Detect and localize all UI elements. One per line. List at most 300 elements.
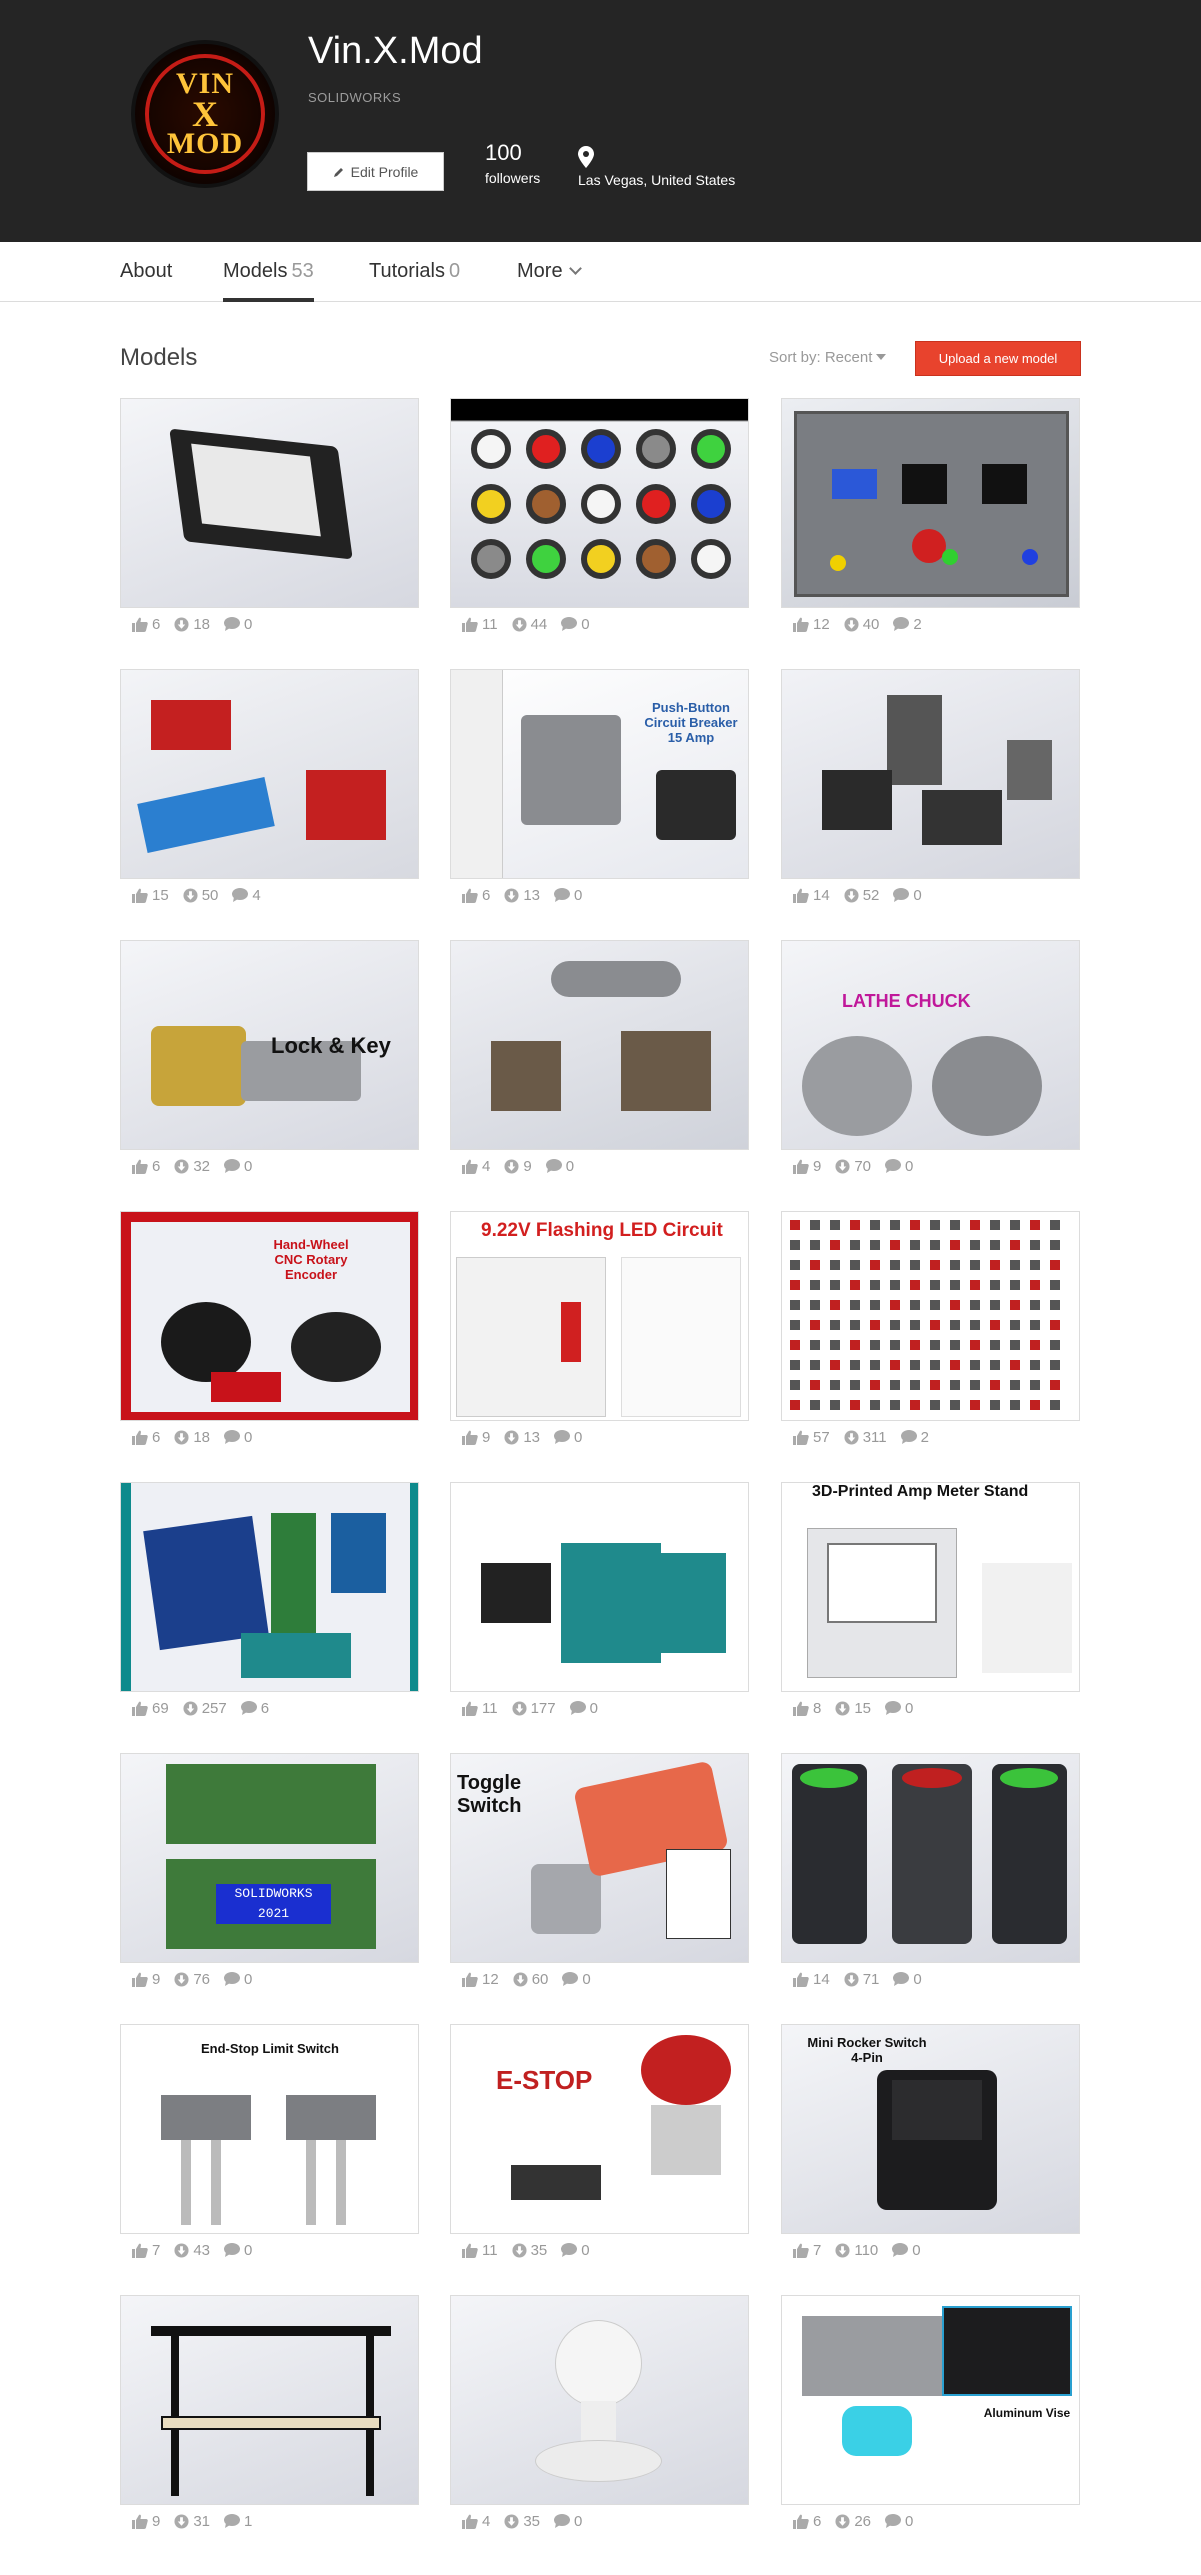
comments-stat[interactable] [562,1971,590,1988]
model-stats [120,1963,419,1995]
likes-count: 4 [482,2512,491,2530]
download-icon [174,617,189,632]
likes-stat[interactable] [462,1429,490,1446]
thumb-caption: E-STOP [496,2065,593,2095]
download-icon [174,2514,189,2529]
thumbs-up-icon [132,2243,148,2258]
download-icon [512,1701,527,1716]
downloads-stat [174,616,210,633]
comments-stat[interactable] [224,1429,252,1446]
upload-model-button[interactable] [915,341,1081,376]
likes-count: 11 [482,615,498,633]
comments-count: 0 [913,1970,922,1988]
model-thumbnail[interactable] [781,1482,1080,1692]
downloads-count: 50 [201,886,219,904]
thumb-caption: End-Stop Limit Switch [201,2041,339,2056]
tab-more[interactable] [517,260,580,302]
model-card[interactable] [450,2024,749,2266]
downloads-count: 32 [193,1157,211,1175]
downloads-stat [174,2513,210,2530]
downloads-stat [512,616,548,633]
comments-count: 6 [260,1699,270,1717]
comments-count: 2 [913,615,922,633]
comments-stat[interactable] [232,887,260,904]
model-stats [450,1963,749,1995]
model-card[interactable] [781,940,1080,1182]
model-thumbnail[interactable] [781,1753,1080,1963]
map-pin-icon [578,146,594,168]
downloads-stat [844,887,880,904]
likes-count: 7 [152,2241,161,2259]
downloads-stat [844,1971,880,1988]
downloads-count: 43 [193,2241,211,2259]
model-card[interactable] [120,2295,419,2537]
model-stats [450,2505,749,2537]
location-text: Las Vegas, United States [578,172,736,188]
download-icon [174,1159,189,1174]
thumb-caption: 9.22V Flashing LED Circuit [481,1220,723,1241]
likes-stat[interactable] [462,887,490,904]
avatar-text-mid: X [192,94,218,134]
comments-stat[interactable] [901,1429,929,1446]
comments-count: 0 [565,1157,575,1175]
likes-stat[interactable] [793,1429,830,1446]
comments-stat[interactable] [893,887,921,904]
comments-stat[interactable] [561,616,589,633]
comment-icon [554,1430,570,1444]
likes-stat[interactable] [132,616,160,633]
model-card[interactable] [120,1482,419,1724]
model-thumbnail[interactable] [450,1211,749,1421]
downloads-stat [183,887,219,904]
download-icon [512,2243,527,2258]
thumbs-up-icon [793,888,809,903]
comment-icon [893,888,909,902]
downloads-count: 257 [201,1699,227,1717]
downloads-count: 35 [530,2241,548,2259]
download-icon [183,1701,198,1716]
model-stats [450,608,749,640]
comments-count: 0 [582,1970,591,1988]
likes-stat[interactable] [462,1700,498,1717]
likes-stat[interactable] [462,1971,499,1988]
model-stats [781,879,1080,911]
download-icon [844,617,859,632]
tab-models[interactable] [223,260,314,302]
model-thumbnail[interactable] [120,2024,419,2234]
downloads-count: 35 [523,2512,541,2530]
likes-count: 4 [482,1157,491,1175]
likes-stat[interactable] [793,887,830,904]
edit-profile-button[interactable] [307,152,444,191]
download-icon [512,617,527,632]
likes-stat[interactable] [462,616,498,633]
thumbs-up-icon [462,1701,478,1716]
comment-icon [562,1972,578,1986]
thumbs-up-icon [793,1430,809,1445]
comments-count: 0 [905,2512,914,2530]
comments-count: 0 [581,2241,590,2259]
comments-count: 0 [244,1970,253,1988]
model-stats [781,1150,1080,1182]
comments-stat[interactable] [224,1971,252,1988]
likes-count: 69 [152,1699,169,1717]
model-card[interactable] [120,398,419,640]
model-thumbnail[interactable] [781,940,1080,1150]
comment-icon [241,1701,257,1715]
downloads-stat [504,1429,540,1446]
downloads-stat [835,1158,871,1175]
comments-count: 0 [905,1157,914,1175]
model-card[interactable] [120,940,419,1182]
download-icon [835,2243,850,2258]
likes-count: 9 [813,1157,822,1175]
model-card[interactable] [781,1211,1080,1453]
model-thumbnail[interactable] [450,2295,749,2505]
comment-icon [232,888,248,902]
thumb-caption: Hand-Wheel CNC Rotary Encoder [273,1237,349,1282]
model-card[interactable] [120,2024,419,2266]
download-icon [504,1430,519,1445]
comment-icon [885,1159,901,1173]
comments-count: 0 [912,2241,921,2259]
model-stats [120,1150,419,1182]
likes-count: 7 [813,2241,822,2259]
likes-count: 14 [813,886,830,904]
comments-stat[interactable] [892,2242,920,2259]
thumbs-up-icon [462,1430,478,1445]
comment-icon [224,1972,240,1986]
thumbs-up-icon [462,1972,478,1987]
likes-count: 8 [813,1699,822,1717]
comments-stat[interactable] [570,1700,598,1717]
downloads-count: 13 [523,886,541,904]
tab-about[interactable] [120,260,172,302]
thumbs-up-icon [793,1972,809,1987]
downloads-stat [844,616,880,633]
likes-count: 6 [813,2512,822,2530]
profile-header [0,0,1201,242]
likes-count: 6 [152,1157,161,1175]
thumbs-up-icon [132,617,148,632]
model-thumbnail[interactable] [120,1482,419,1692]
model-card[interactable] [781,1482,1080,1724]
thumbs-up-icon [793,617,809,632]
comments-count: 2 [920,1428,929,1446]
download-icon [844,1430,859,1445]
download-icon [504,1159,519,1174]
model-stats [781,1692,1080,1724]
pencil-icon [333,166,345,178]
likes-stat[interactable] [132,1429,160,1446]
model-stats [450,1150,749,1182]
downloads-stat [174,1429,210,1446]
model-thumbnail[interactable] [781,2295,1080,2505]
downloads-stat [835,1700,871,1717]
model-card[interactable] [120,1211,419,1453]
model-thumbnail[interactable] [120,1753,419,1963]
comment-icon [224,1159,240,1173]
tab-about-label: About [120,260,173,282]
likes-stat[interactable] [132,887,169,904]
comments-stat[interactable] [224,1158,252,1175]
downloads-count: 26 [854,2512,872,2530]
likes-stat[interactable] [132,1971,160,1988]
downloads-stat [174,2242,210,2259]
likes-stat[interactable] [793,2513,821,2530]
thumbs-up-icon [462,617,478,632]
section-title: Models [120,344,198,371]
downloads-stat [513,1971,549,1988]
comments-stat[interactable] [893,1971,921,1988]
tab-tutorials-label: Tutorials [369,260,445,282]
model-thumbnail[interactable] [120,940,419,1150]
downloads-stat [835,2242,878,2259]
model-card[interactable] [120,669,419,911]
downloads-stat [183,1700,227,1717]
downloads-stat [835,2513,871,2530]
thumbs-up-icon [793,2243,809,2258]
model-thumbnail[interactable] [781,1211,1080,1421]
downloads-count: 40 [862,615,880,633]
sort-label: Sort by: Recent [769,349,873,366]
downloads-count: 71 [862,1970,880,1988]
tab-more-label: More [517,260,563,282]
thumbs-up-icon [793,2514,809,2529]
comments-count: 1 [244,2512,253,2530]
caret-down-icon [876,354,886,360]
comments-stat[interactable] [224,2242,252,2259]
model-stats [450,1692,749,1724]
location [578,146,735,188]
comment-icon [554,888,570,902]
tab-models-count: 53 [291,260,314,282]
likes-stat[interactable] [793,1700,821,1717]
comments-count: 0 [581,615,590,633]
thumbs-up-icon [793,1159,809,1174]
thumbs-up-icon [132,2514,148,2529]
comment-icon [901,1430,917,1444]
downloads-count: 31 [193,2512,211,2530]
comments-stat[interactable] [241,1700,269,1717]
model-card[interactable] [781,669,1080,911]
profile-name: Vin.X.Mod [308,30,483,72]
comments-stat[interactable] [224,2513,252,2530]
model-card[interactable] [120,1753,419,1995]
comments-count: 0 [574,886,583,904]
thumbs-up-icon [462,2514,478,2529]
download-icon [504,888,519,903]
thumbs-up-icon [132,1159,148,1174]
model-thumbnail[interactable] [781,398,1080,608]
model-stats [781,1421,1080,1453]
likes-count: 9 [152,1970,161,1988]
model-card[interactable] [450,398,749,640]
avatar-text-top: VIN [175,67,234,100]
model-stats [450,879,749,911]
download-icon [504,2514,519,2529]
model-thumbnail[interactable] [450,2024,749,2234]
tab-tutorials-count: 0 [448,260,461,282]
thumb-caption: Push-Button Circuit Breaker 15 Amp [644,700,738,745]
model-card[interactable] [450,2295,749,2537]
model-thumbnail[interactable] [120,1211,419,1421]
model-card[interactable] [450,1482,749,1724]
downloads-count: 9 [523,1157,532,1175]
comments-count: 0 [574,1428,583,1446]
followers-stat[interactable] [485,140,540,186]
comments-stat[interactable] [885,2513,913,2530]
comment-icon [224,617,240,631]
thumbs-up-icon [462,1159,478,1174]
downloads-count: 52 [862,886,880,904]
likes-stat[interactable] [793,2242,821,2259]
model-thumbnail[interactable] [450,669,749,879]
likes-stat[interactable] [462,2513,490,2530]
comment-icon [893,1972,909,1986]
model-stats [450,2234,749,2266]
thumb-caption: Toggle Switch [457,1772,522,1817]
likes-count: 11 [482,2241,498,2259]
avatar[interactable] [131,40,279,188]
downloads-stat [174,1158,210,1175]
likes-stat[interactable] [462,2242,498,2259]
comments-stat[interactable] [561,2242,589,2259]
model-stats [781,2505,1080,2537]
comments-stat[interactable] [554,887,582,904]
tab-models-label: Models [223,260,288,282]
comments-count: 0 [574,2512,583,2530]
download-icon [835,1159,850,1174]
comments-stat[interactable] [893,616,921,633]
comments-stat[interactable] [885,1700,913,1717]
likes-stat[interactable] [793,1971,830,1988]
comments-stat[interactable] [554,2513,582,2530]
downloads-count: 18 [193,615,211,633]
sort-dropdown[interactable] [769,349,886,366]
thumbs-up-icon [462,888,478,903]
downloads-stat [512,2242,548,2259]
downloads-stat [504,2513,540,2530]
downloads-stat [174,1971,210,1988]
download-icon [174,1972,189,1987]
thumb-caption: SOLIDWORKS 2021 [234,1886,313,1921]
comments-stat[interactable] [546,1158,574,1175]
download-icon [844,1972,859,1987]
followers-label: followers [485,170,541,186]
comment-icon [224,2243,240,2257]
profile-tabs [0,242,1201,302]
likes-count: 14 [813,1970,830,1988]
comments-stat[interactable] [224,616,252,633]
thumbs-up-icon [132,1430,148,1445]
model-card[interactable] [450,1211,749,1453]
model-stats [120,1421,419,1453]
comments-count: 0 [244,1428,253,1446]
edit-profile-label: Edit Profile [350,163,419,180]
likes-stat[interactable] [132,1158,160,1175]
comments-stat[interactable] [554,1429,582,1446]
model-card[interactable] [781,2024,1080,2266]
likes-stat[interactable] [132,2513,160,2530]
comments-count: 4 [252,886,261,904]
likes-count: 57 [813,1428,830,1446]
model-thumbnail[interactable] [120,2295,419,2505]
model-card[interactable] [781,2295,1080,2537]
model-thumbnail[interactable] [450,1482,749,1692]
model-stats [120,879,419,911]
downloads-stat [504,887,540,904]
likes-count: 12 [813,615,830,633]
model-thumbnail[interactable] [450,398,749,608]
comment-icon [893,617,909,631]
comment-icon [554,2514,570,2528]
likes-stat[interactable] [793,1158,821,1175]
comments-count: 0 [913,886,922,904]
model-stats [781,1963,1080,1995]
model-card[interactable] [781,398,1080,640]
thumbs-up-icon [793,1701,809,1716]
model-thumbnail[interactable] [120,398,419,608]
model-card[interactable] [781,1753,1080,1995]
comments-count: 0 [244,615,253,633]
model-thumbnail[interactable] [120,669,419,879]
model-stats [120,1692,419,1724]
model-card[interactable] [450,669,749,911]
model-thumbnail[interactable] [781,2024,1080,2234]
downloads-count: 60 [531,1970,549,1988]
comment-icon [892,2243,908,2257]
likes-count: 9 [152,2512,161,2530]
followers-count: 100 [485,140,522,165]
model-thumbnail[interactable] [450,940,749,1150]
avatar-text-bottom: MOD [166,127,244,160]
likes-stat[interactable] [793,616,830,633]
model-thumbnail[interactable] [781,669,1080,879]
comment-icon [224,2514,240,2528]
downloads-stat [504,1158,531,1175]
model-thumbnail[interactable] [450,1753,749,1963]
tab-tutorials[interactable] [369,260,460,302]
likes-count: 11 [482,1699,498,1717]
model-card[interactable] [450,1753,749,1995]
thumb-caption: Aluminum Vise [983,2406,1071,2420]
downloads-count: 311 [862,1428,887,1446]
likes-stat[interactable] [132,2242,160,2259]
download-icon [513,1972,528,1987]
likes-count: 12 [482,1970,499,1988]
comments-stat[interactable] [885,1158,913,1175]
download-icon [844,888,859,903]
downloads-count: 44 [530,615,548,633]
downloads-count: 76 [193,1970,211,1988]
downloads-count: 15 [854,1699,872,1717]
likes-stat[interactable] [132,1700,169,1717]
thumb-caption: 3D-Printed Amp Meter Stand [812,1483,1029,1500]
comment-icon [561,617,577,631]
comment-icon [546,1159,562,1173]
model-card[interactable] [450,940,749,1182]
likes-count: 9 [482,1428,491,1446]
likes-stat[interactable] [462,1158,490,1175]
likes-count: 6 [152,615,161,633]
thumbs-up-icon [132,888,148,903]
downloads-stat [512,1700,556,1717]
thumbs-up-icon [132,1972,148,1987]
likes-count: 15 [152,886,169,904]
downloads-count: 177 [530,1699,556,1717]
thumbs-up-icon [462,2243,478,2258]
